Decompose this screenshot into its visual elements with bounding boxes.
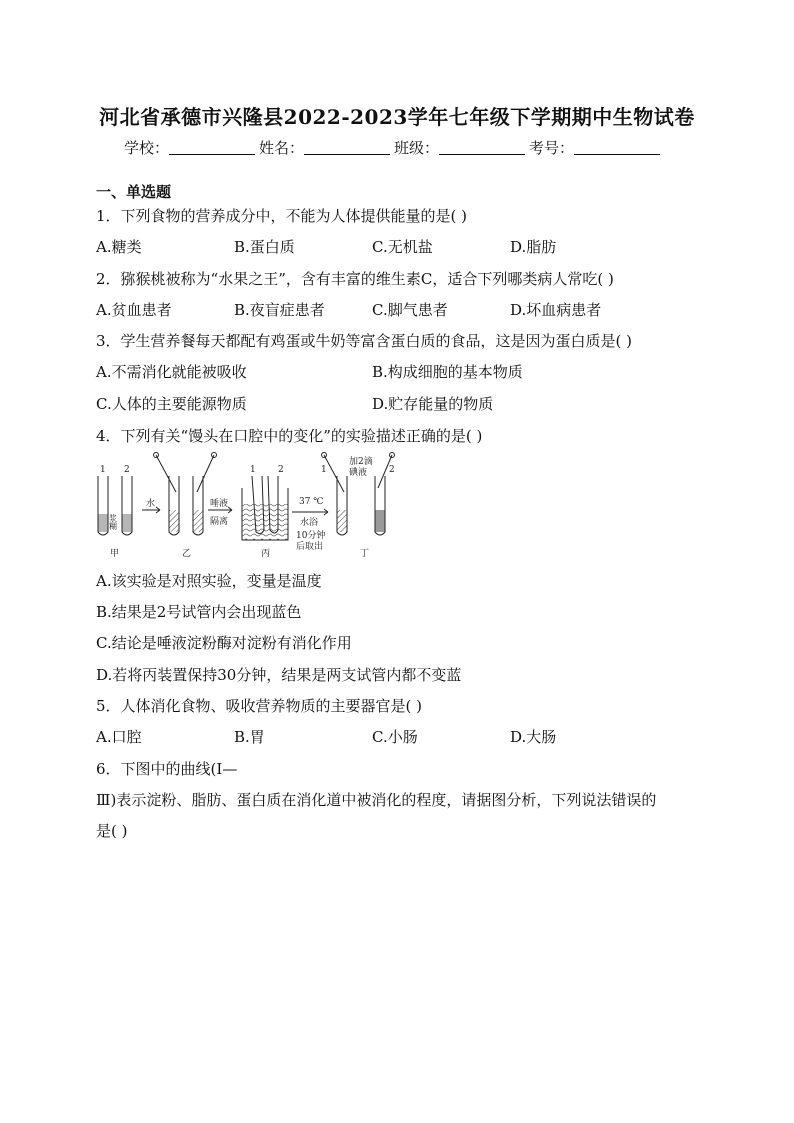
name-blank[interactable] [304,140,390,155]
name-label: 姓名： [259,139,305,157]
q5-option-d[interactable]: D.大肠 [510,728,557,746]
fig-caption-yi: 乙 [182,549,192,559]
number-blank[interactable] [574,140,660,155]
q3-stem: 3．学生营养餐每天都配有鸡蛋或牛奶等富含蛋白质的食品，这是因为蛋白质是( ) [96,332,633,350]
q5-option-a[interactable]: A.口腔 [96,728,142,746]
q2-stem: 2．猕猴桃被称为“水果之王”，含有丰富的维生素C，适合下列哪类病人常吃( ) [96,270,614,288]
fig-label-bath: 水浴 [300,518,319,528]
q4-experiment-figure [92,452,412,560]
fig-caption-ding: 丁 [360,549,370,559]
q1-option-b[interactable]: B.蛋白质 [234,238,295,256]
q5-option-b[interactable]: B.胃 [234,728,265,746]
class-blank[interactable] [439,140,525,155]
fig-label-1b: 1 [250,465,256,475]
fig-label-time: 10分钟 [296,531,326,541]
fig-label-1a: 1 [100,465,106,475]
fig-label-water: 水 [146,499,156,509]
fig-caption-bing: 丙 [261,549,271,559]
q1-option-a[interactable]: A.糖类 [96,238,142,256]
fig-label-paste: 浆糊 [108,514,118,530]
fig-label-temp: 37 ℃ [299,497,324,507]
q5-stem: 5．人体消化食物、吸收营养物质的主要器官是( ) [96,697,423,715]
q6-stem-line2: Ⅲ)表示淀粉、脂肪、蛋白质在消化道中被消化的程度，请据图分析，下列说法错误的 [96,791,657,809]
fig-caption-jia: 甲 [110,549,120,559]
student-info-row [124,137,664,158]
fig-label-iodine2: 碘液 [349,468,368,478]
q4-option-a[interactable]: A.该实验是对照实验，变量是温度 [96,572,322,590]
q3-option-c[interactable]: C.人体的主要能源物质 [96,395,247,413]
school-label: 学校： [124,139,170,157]
number-label: 考号： [529,139,575,157]
q4-option-c[interactable]: C.结论是唾液淀粉酶对淀粉有消化作用 [96,634,352,652]
q4-option-b[interactable]: B.结果是2号试管内会出现蓝色 [96,603,302,621]
q1-option-c[interactable]: C.无机盐 [372,238,433,256]
fig-label-saliva: 唾液 [210,499,229,509]
class-label: 班级： [394,139,440,157]
q1-option-d[interactable]: D.脂肪 [510,238,557,256]
q6-stem-line3: 是( ) [96,822,128,840]
fig-label-2b: 2 [278,465,284,475]
q3-option-d[interactable]: D.贮存能量的物质 [372,395,494,413]
q2-option-c[interactable]: C.脚气患者 [372,301,448,319]
school-blank[interactable] [169,140,255,155]
q4-option-d[interactable]: D.若将丙装置保持30分钟，结果是两支试管内都不变蓝 [96,666,462,684]
q1-stem: 1．下列食物的营养成分中，不能为人体提供能量的是( ) [96,207,468,225]
section-heading: 一、单选题 [96,183,172,201]
fig-label-takeout: 后取出 [296,542,324,552]
q3-option-a[interactable]: A.不需消化就能被吸收 [96,363,247,381]
fig-label-1c: 1 [321,465,327,475]
fig-label-mix: 隔离 [210,517,229,527]
q3-option-b[interactable]: B.构成细胞的基本物质 [372,363,523,381]
q2-option-d[interactable]: D.坏血病患者 [510,301,602,319]
q6-stem-line1: 6．下图中的曲线(Ⅰ— [96,760,238,778]
q2-option-b[interactable]: B.夜盲症患者 [234,301,325,319]
q4-stem: 4．下列有关“馒头在口腔中的变化”的实验描述正确的是( ) [96,427,483,445]
q2-option-a[interactable]: A.贫血患者 [96,301,172,319]
fig-label-iodine1: 加2滴 [349,457,373,467]
q5-option-c[interactable]: C.小肠 [372,728,418,746]
fig-label-2a: 2 [124,465,130,475]
exam-title: 河北省承德市兴隆县2022-2023学年七年级下学期期中生物试卷 [99,105,695,129]
fig-label-2c: 2 [389,465,395,475]
